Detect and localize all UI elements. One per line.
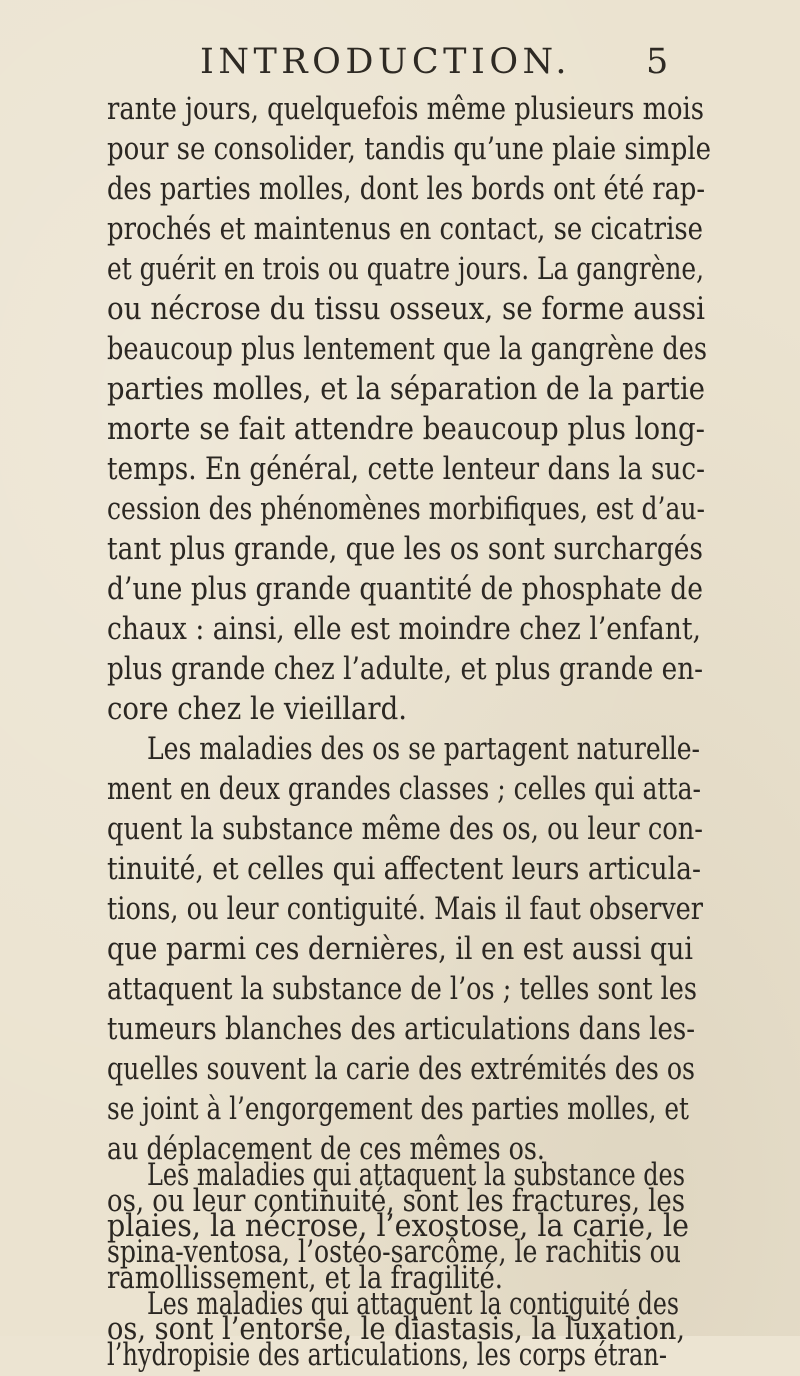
text-line: quent la substance même des os, ou leur con- (107, 812, 703, 847)
text-line: tions, ou leur contiguité. Mais il faut observer (107, 892, 703, 927)
text-line: Les maladies des os se partagent naturelle- (147, 732, 700, 767)
text-line: rante jours, quelquefois même plusieurs mois (107, 92, 704, 127)
text-line: tumeurs blanches des articulations dans les- (107, 1012, 695, 1047)
text-line: os, sont l’entorse, le diastasis, la luxation, (107, 1312, 685, 1348)
text-line: beaucoup plus lentement que la gangrène des (107, 332, 707, 367)
text-line: que parmi ces dernières, il en est aussi qui (107, 932, 693, 967)
text-line: attaquent la substance de l’os ; telles sont les (107, 972, 697, 1007)
text-line: l’hydropisie des articulations, les corps étran- (107, 1338, 667, 1373)
text-line: os, ou leur continuité, sont les fractures, les (107, 1183, 685, 1219)
text-line: des parties molles, dont les bords ont été rap- (107, 172, 705, 207)
text-line: temps. En général, cette lenteur dans la suc- (107, 452, 705, 487)
text-line: parties molles, et la séparation de la partie (107, 372, 705, 407)
text-line: chaux : ainsi, elle est moindre chez l’enfant, (107, 612, 701, 647)
text-line: d’une plus grande quantité de phosphate de (107, 572, 703, 607)
text-line: se joint à l’engorgement des parties molles, et (107, 1092, 689, 1127)
text-line: morte se fait attendre beaucoup plus long- (107, 412, 705, 447)
text-line: ramollissement, et la fragilité. (107, 1260, 503, 1296)
text-line: ment en deux grandes classes ; celles qui atta- (107, 772, 701, 807)
text-line: au déplacement de ces mêmes os. (107, 1132, 545, 1167)
text-line: Les maladies qui attaquent la contiguité des (147, 1286, 679, 1322)
text-line: quelles souvent la carie des extrémités des os (107, 1052, 695, 1087)
text-line: Les maladies qui attaquent la substance des (147, 1157, 685, 1193)
text-line: pour se consolider, tandis qu’une plaie simple (107, 132, 711, 167)
text-line: plaies, la nécrose, l’exostose, la carie, le (107, 1209, 689, 1245)
text-line: spina-ventosa, l’ostéo-sarcôme, le rachitis ou (107, 1235, 681, 1270)
page-number: 5 (646, 42, 669, 82)
text-line: plus grande chez l’adulte, et plus grande en- (107, 652, 703, 687)
running-head: INTRODUCTION. (200, 42, 572, 82)
text-line: ou nécrose du tissu osseux, se forme aussi (107, 292, 705, 327)
text-line: tant plus grande, que les os sont surchargés (107, 532, 703, 567)
text-line: tinuité, et celles qui affectent leurs articula- (107, 852, 701, 887)
text-line: core chez le vieillard. (107, 692, 407, 727)
text-line: et guérit en trois ou quatre jours. La gangrène, (107, 252, 704, 287)
text-line: cession des phénomènes morbifiques, est d’au- (107, 492, 705, 527)
text-line: prochés et maintenus en contact, se cicatrise (107, 212, 703, 247)
